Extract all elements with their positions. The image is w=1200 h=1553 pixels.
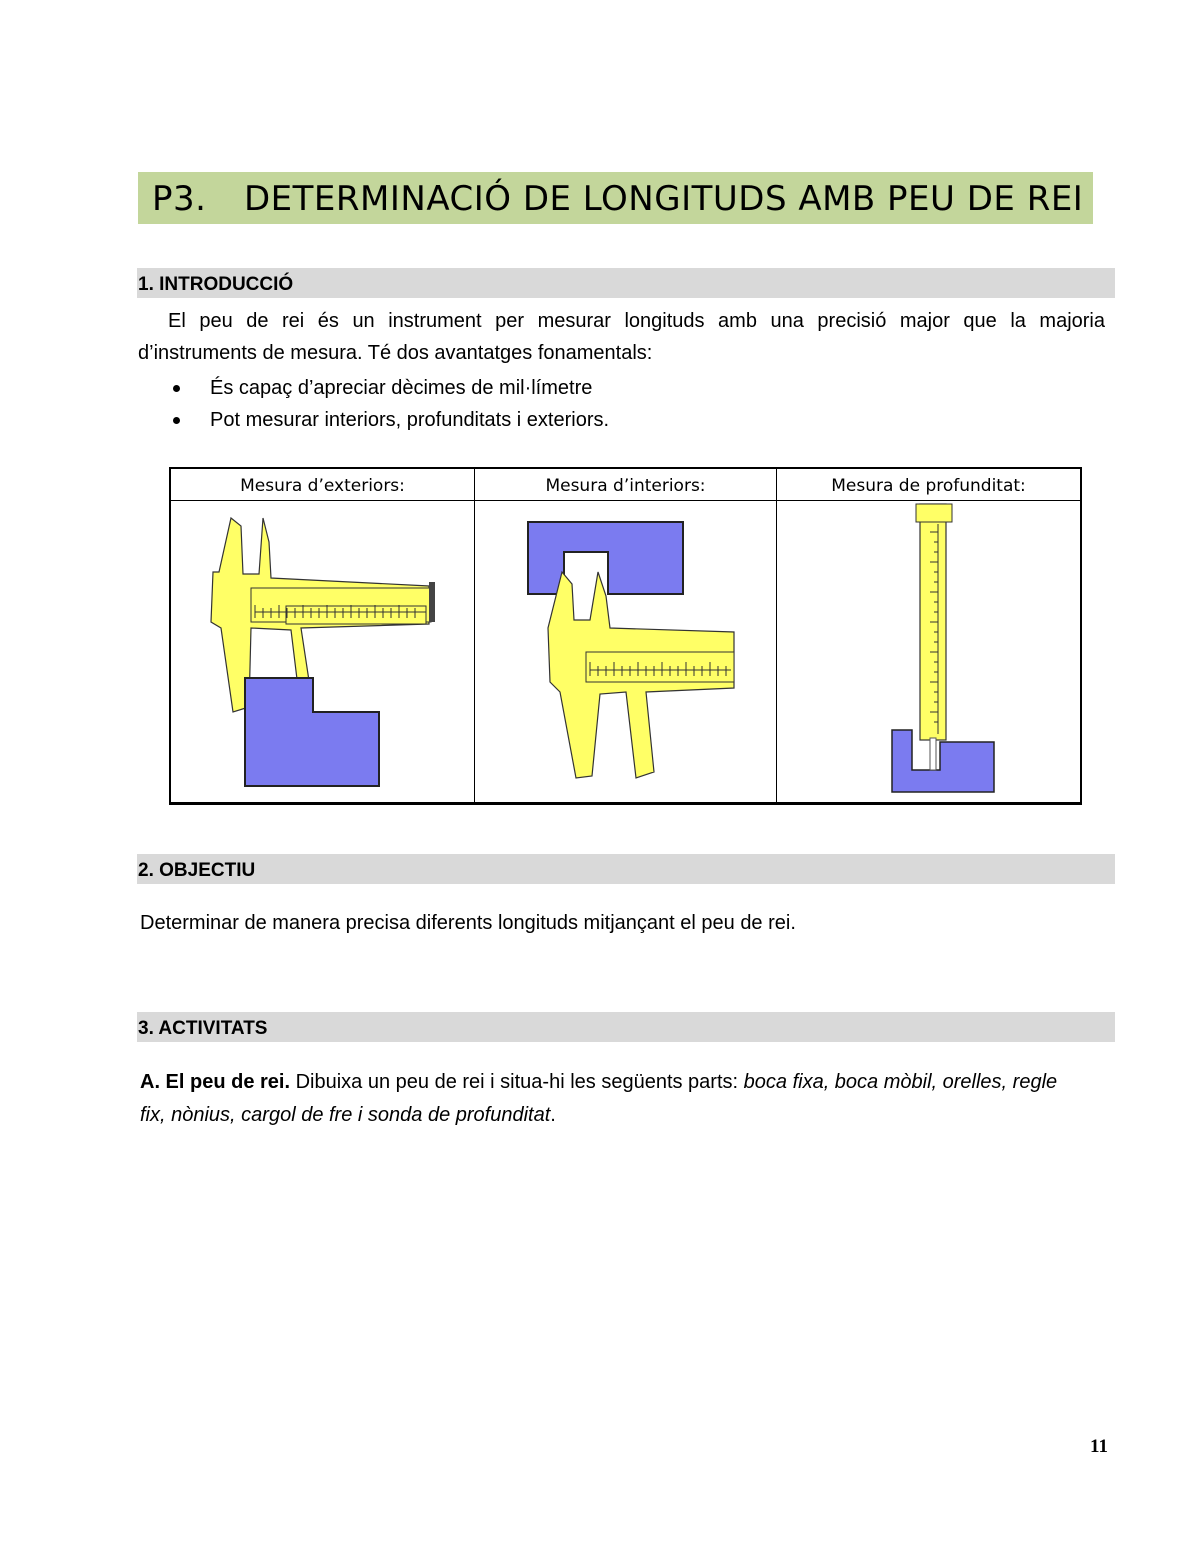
caliper-interior-illustration (476, 502, 776, 802)
section-heading-objective: 2. OBJECTIU (138, 860, 256, 881)
intro-bullet-2: Pot mesurar interiors, profunditats i exteriors. (210, 409, 610, 431)
section-bar-activities (137, 1012, 1115, 1042)
caliper-depth-illustration (778, 502, 1080, 802)
section-heading-intro: 1. INTRODUCCIÓ (138, 274, 294, 295)
section-bar-objective (137, 854, 1115, 884)
activity-a-line-1 (140, 1070, 1057, 1094)
figure-header-depth: Mesura de profunditat: (831, 476, 1026, 496)
page-number: 11 (1090, 1436, 1108, 1457)
intro-bullet-1: És capaç d’apreciar dècimes de mil·límetre (210, 377, 593, 399)
activity-a-parts-2: fix, nònius, cargol de fre i sonda de profunditat (140, 1104, 551, 1126)
activity-a-label: A. El peu de rei. (140, 1071, 291, 1093)
section-heading-activities: 3. ACTIVITATS (138, 1018, 268, 1039)
activity-a-line-2 (140, 1103, 556, 1127)
intro-line-1: El peu de rei és un instrument per mesurar longituds amb una precisió major que la majoria (168, 310, 1105, 332)
practice-code: P3. (152, 179, 207, 219)
activity-a-end: . (550, 1104, 556, 1126)
activity-a-parts-1: boca fixa, boca mòbil, orelles, regle (743, 1071, 1058, 1093)
table-header-divider (169, 500, 1082, 501)
figure-header-exteriors: Mesura d’exteriors: (240, 476, 405, 496)
intro-line-2: d’instruments de mesura. Té dos avantatges fonamentals: (138, 342, 653, 364)
figure-header-interiors: Mesura d’interiors: (545, 476, 706, 496)
objective-text: Determinar de manera precisa diferents longituds mitjançant el peu de rei. (140, 912, 796, 934)
activity-a-text: Dibuixa un peu de rei i situa-hi les següents parts: (290, 1071, 744, 1093)
caliper-exterior-illustration (171, 502, 473, 802)
table-divider (776, 467, 777, 805)
bullet-icon (173, 385, 180, 392)
bullet-icon (173, 417, 180, 424)
table-divider (474, 467, 475, 805)
page-title: DETERMINACIÓ DE LONGITUDS AMB PEU DE REI (244, 179, 1084, 219)
